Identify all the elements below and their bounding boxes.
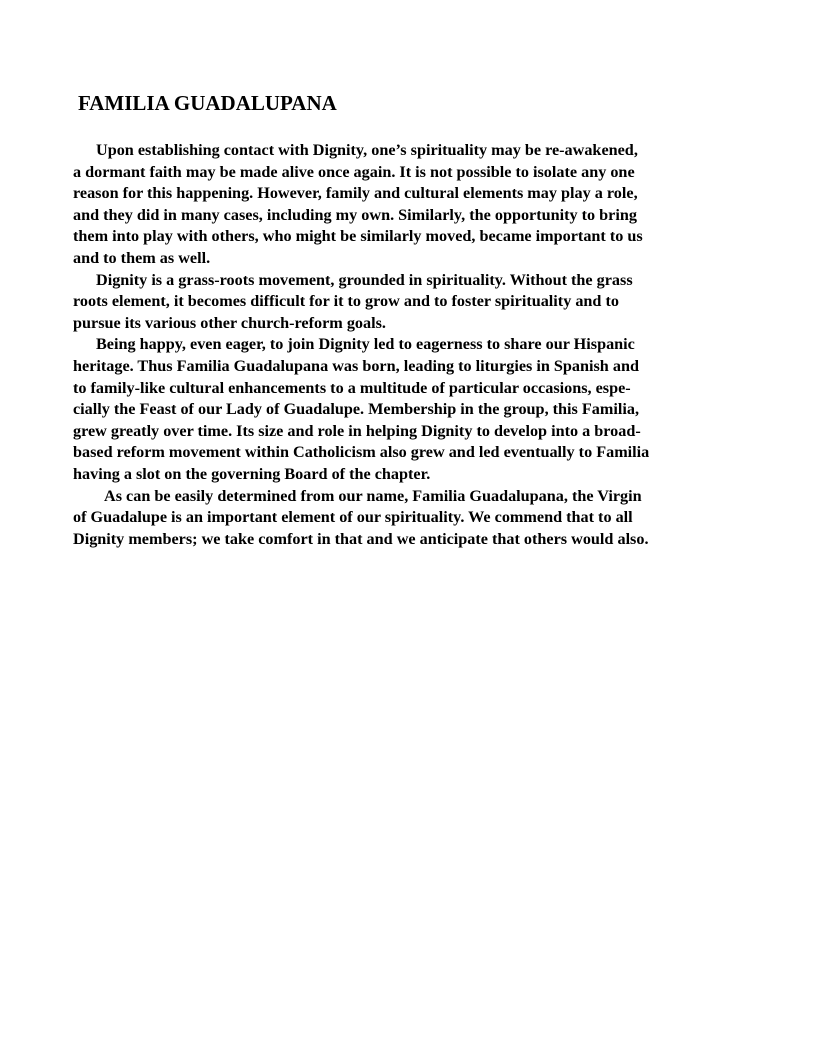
document-body [73,140,753,550]
paragraph-4 [73,486,753,551]
text-line: to family-like cultural enhancements to a multitude of particular occasions, espe- [73,378,631,397]
text-line: of Guadalupe is an important element of our spirituality. We commend that to all [73,508,633,527]
text-line: Upon establishing contact with Dignity, one’s spirituality may be re-awakened, [96,141,638,159]
text-line: them into play with others, who might be similarly moved, became important to us [73,227,643,246]
text-line: cially the Feast of our Lady of Guadalupe. Membership in the group, this Familia, [73,400,639,419]
text-line: Dignity members; we take comfort in that and we anticipate that others would also. [73,529,649,548]
text-line: pursue its various other church-reform goals. [73,313,386,332]
paragraph-1 [73,140,753,270]
paragraph-3 [73,334,753,485]
text-line: As can be easily determined from our name, Familia Guadalupana, the Virgin [104,486,642,505]
text-line: a dormant faith may be made alive once again. It is not possible to isolate any one [73,162,635,181]
text-line: grew greatly over time. Its size and role in helping Dignity to develop into a broad- [73,421,641,440]
text-line: roots element, it becomes difficult for it to grow and to foster spirituality and to [73,292,619,311]
text-line: heritage. Thus Familia Guadalupana was born, leading to liturgies in Spanish and [73,356,639,375]
text-line: and they did in many cases, including my own. Similarly, the opportunity to bring [73,205,637,224]
text-line: Being happy, even eager, to join Dignity led to eagerness to share our Hispanic [96,335,635,354]
text-line: reason for this happening. However, family and cultural elements may play a role, [73,184,638,203]
text-line: and to them as well. [73,248,211,267]
paragraph-2 [73,270,753,335]
text-line: Dignity is a grass-roots movement, grounded in spirituality. Without the grass [96,270,633,289]
text-line: based reform movement within Catholicism also grew and led eventually to Familia [73,443,650,462]
text-line: having a slot on the governing Board of the chapter. [73,464,431,483]
document-title: FAMILIA GUADALUPANA [78,91,337,115]
